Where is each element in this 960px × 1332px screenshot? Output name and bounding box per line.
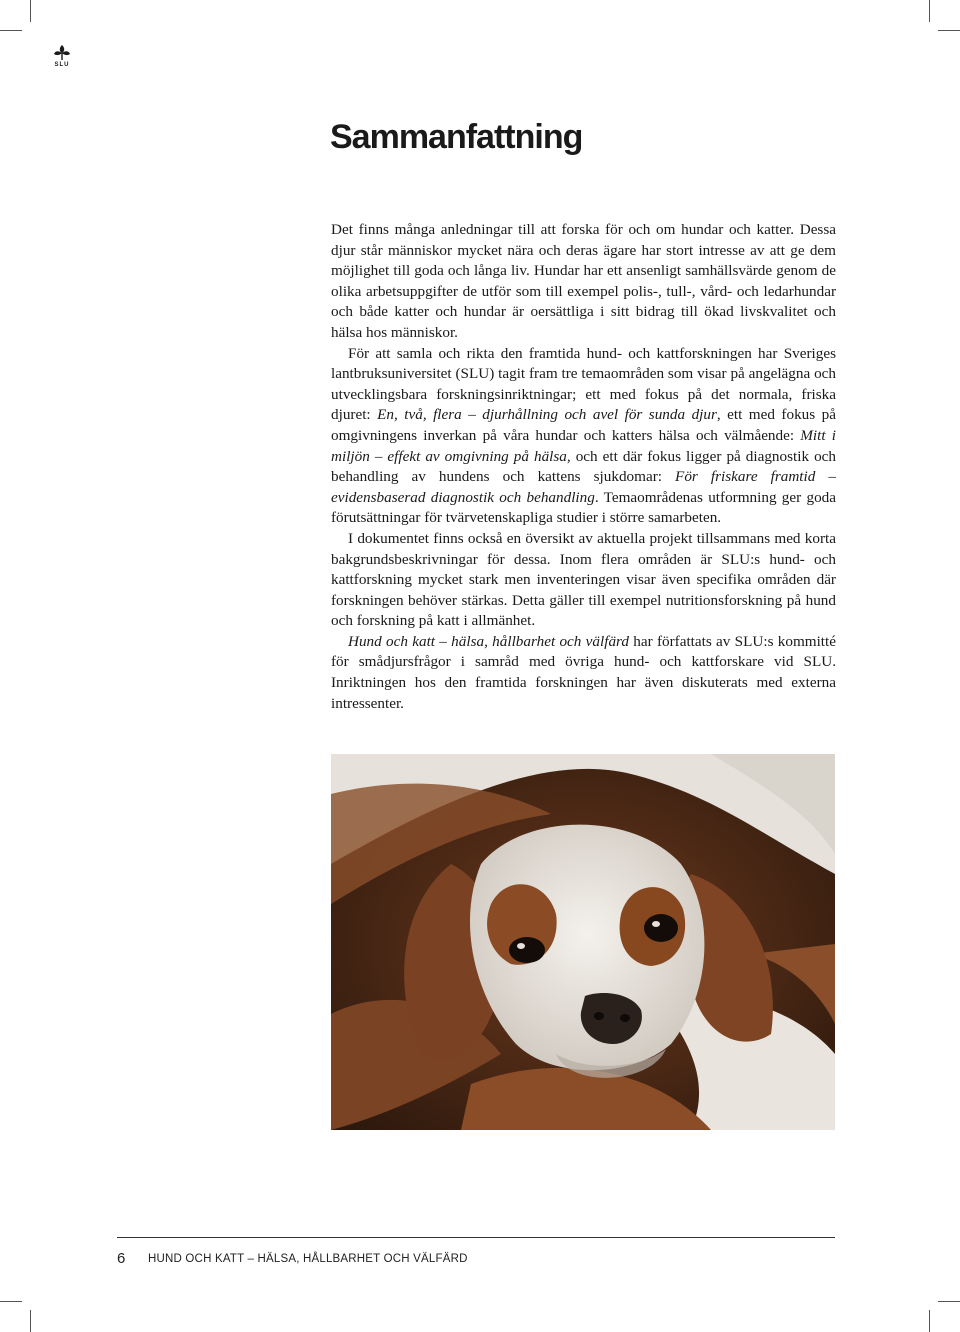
crop-mark — [30, 0, 31, 22]
text-run: , ett med fokus på omgivningens inverkan på våra hundar och katters hälsa och välmående: — [331, 406, 836, 444]
text-run: Det finns många anledningar till att forska för och om hundar och katter. Dessa djur står människor mycket nära och deras ägare har stort intresse av att ge dem möjlighet till goda och långa liv. Hundar har ett ansenligt samhällsvärde genom de olika arbetsuppgifter de utför som till exempel polis-, tull-, vård- och ledarhundar och både katter och hundar är oersättliga i sitt bidrag till ökad livskvalitet och hälsa hos människor. — [331, 221, 836, 341]
body-text — [331, 220, 836, 714]
italic-run: Mitt i miljön – effekt av omgivning på hälsa — [331, 426, 836, 465]
crop-mark — [938, 1301, 960, 1302]
crop-mark — [0, 30, 22, 31]
text-run: , och ett där fokus ligger på diagnostik och behandling av hundens och kattens sjukdomar: — [331, 447, 837, 486]
crop-mark — [938, 30, 960, 31]
page-number: 6 — [117, 1250, 126, 1267]
italic-run: Hund och katt – hälsa, hållbarhet och välfärd — [348, 632, 629, 650]
paragraph — [331, 344, 836, 529]
text-run: har författats av SLU:s kommitté för smådjursfrågor i samråd med övriga hund- och kattforskare vid SLU. Inriktningen hos den framtida forskningen har även diskuterats med externa intressenter. — [331, 632, 836, 712]
italic-run: För friskare framtid – evidensbaserad diagnostik och behandling — [331, 468, 836, 506]
crop-mark — [929, 0, 930, 22]
slu-logo — [50, 44, 74, 72]
text-run: I dokumentet finns också en översikt av aktuella projekt tillsammans med korta bakgrundsbeskrivningar för dessa. Inom flera områden är SLU:s hund- och kattforskning mycket stark men inventeringen visar även specifika områden där forskningen behöver stärkas. Detta gäller till exempel nutritionsforskning på hund och forskning på katt i allmänhet. — [331, 529, 836, 630]
footer-rule — [117, 1237, 835, 1238]
italic-run: En, två, flera – djurhållning och avel för sunda djur — [377, 406, 717, 424]
crop-mark — [929, 1310, 930, 1332]
slu-trefoil-icon — [50, 44, 74, 62]
page-title: Sammanfattning — [330, 118, 583, 156]
dog-illustration — [331, 754, 835, 1130]
running-title: HUND OCH KATT – HÄLSA, HÅLLBARHET OCH VÄLFÄRD — [148, 1253, 468, 1265]
crop-mark — [30, 1310, 31, 1332]
text-run: För att samla och rikta den framtida hund- och kattforskningen har Sveriges lantbruksuniversitet (SLU) tagit fram tre temaområden som visar på angelägna och utvecklingsbara forskningsinriktningar; ett med fokus på det normala, friska djuret: — [331, 344, 836, 424]
paragraph — [331, 632, 836, 714]
text-run: . Temaområdenas utformning ger goda förutsättningar för tvärvetenskapliga studier i större samarbeten. — [331, 488, 836, 527]
crop-mark — [0, 1301, 22, 1302]
paragraph — [331, 220, 836, 344]
dog-photo — [331, 754, 835, 1130]
paragraph — [331, 529, 836, 632]
logo-text: SLU — [54, 62, 70, 68]
